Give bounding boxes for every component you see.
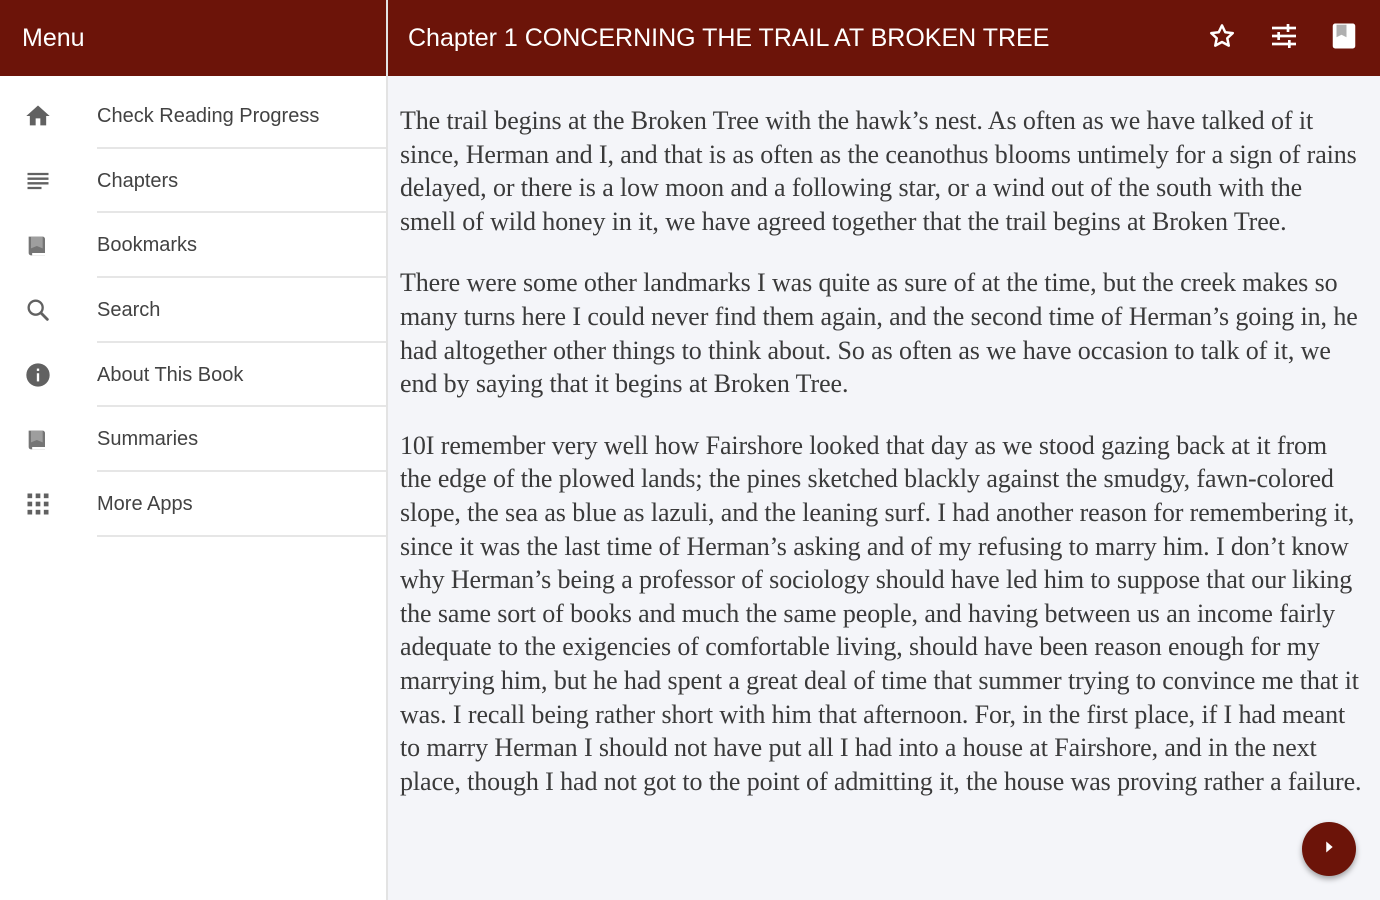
chapter-text (400, 104, 1362, 826)
navigation-drawer (0, 0, 386, 900)
menu-item-label: More Apps (97, 492, 193, 515)
menu-item-check-reading-progress[interactable] (0, 84, 386, 149)
book-icon (23, 231, 53, 261)
menu-item-label: Check Reading Progress (97, 104, 320, 127)
menu-item-search[interactable] (0, 278, 386, 343)
book-icon (23, 425, 53, 455)
info-icon (23, 360, 53, 390)
book-view-button[interactable] (1326, 20, 1362, 56)
search-icon (23, 295, 53, 325)
list-icon (23, 166, 53, 196)
settings-sliders-icon (1268, 20, 1300, 57)
chapter-title: Chapter 1 CONCERNING THE TRAIL AT BROKEN TREE (408, 23, 1050, 52)
drawer-header (0, 0, 386, 76)
menu-item-bookmarks[interactable] (0, 213, 386, 278)
drawer-title: Menu (22, 23, 85, 52)
drawer-menu (0, 84, 386, 537)
star-icon (1207, 21, 1237, 56)
menu-item-summaries[interactable] (0, 407, 386, 472)
divider (97, 535, 386, 537)
paragraph: There were some other landmarks I was quite as sure of at the time, but the creek makes so many turns here I could never find them again, and the second time of Herman’s going in, he had altogether other things to think about. So as often as we have occasion to talk of it, we end by saying that it begins at Broken Tree. (400, 268, 1358, 399)
book-icon (1329, 21, 1359, 56)
chevron-right-icon (1318, 836, 1340, 863)
menu-item-label: Bookmarks (97, 234, 198, 257)
top-app-bar (388, 0, 1380, 76)
menu-item-label: Search (97, 298, 161, 321)
menu-item-label: About This Book (97, 363, 244, 386)
menu-item-chapters[interactable] (0, 149, 386, 214)
home-icon (23, 101, 53, 131)
reading-pane[interactable] (388, 76, 1380, 900)
menu-item-about-this-book[interactable] (0, 343, 386, 408)
menu-item-label: Chapters (97, 169, 179, 192)
bookmark-star-button[interactable] (1204, 20, 1240, 56)
paragraph: The trail begins at the Broken Tree with the hawk’s nest. As often as we have talked of it since, Herman and I, and that is as often as the ceanothus blooms untimely for a sign of rains delayed, or there is a low moon and a following star, or a wind out of the south with the smell of wild honey in it, we have agreed together that the trail begins at Broken Tree. (400, 106, 1357, 236)
grid-icon (23, 489, 53, 519)
next-page-button[interactable] (1302, 822, 1356, 876)
menu-item-label: Summaries (97, 428, 199, 451)
reading-settings-button[interactable] (1266, 20, 1302, 56)
paragraph: 10I remember very well how Fairshore looked that day as we stood gazing back at it from the edge of the plowed lands; the pines sketched blackly against the smudgy, fawn-colored slope, the sea as blue as lazuli, and the leaning surf. I had another reason for remembering it, since it was the last time of Herman’s asking and of my refusing to marry him. I don’t know why Herman’s being a professor of sociology should have led him to suppose that our liking the same sort of books and much the same people, and having between us an income fairly adequate to the exigencies of comfortable living, should have been reason enough for my marrying him, but he had spent a great deal of time that summer trying to convince me that it was. I recall being rather short with him that afternoon. For, in the first place, if I had meant to marry Herman I should not have put all I had into a house at Fairshore, and in the next place, though I had not got to the point of admitting it, the house was proving rather a failure. (400, 430, 1362, 796)
menu-item-more-apps[interactable] (0, 472, 386, 537)
